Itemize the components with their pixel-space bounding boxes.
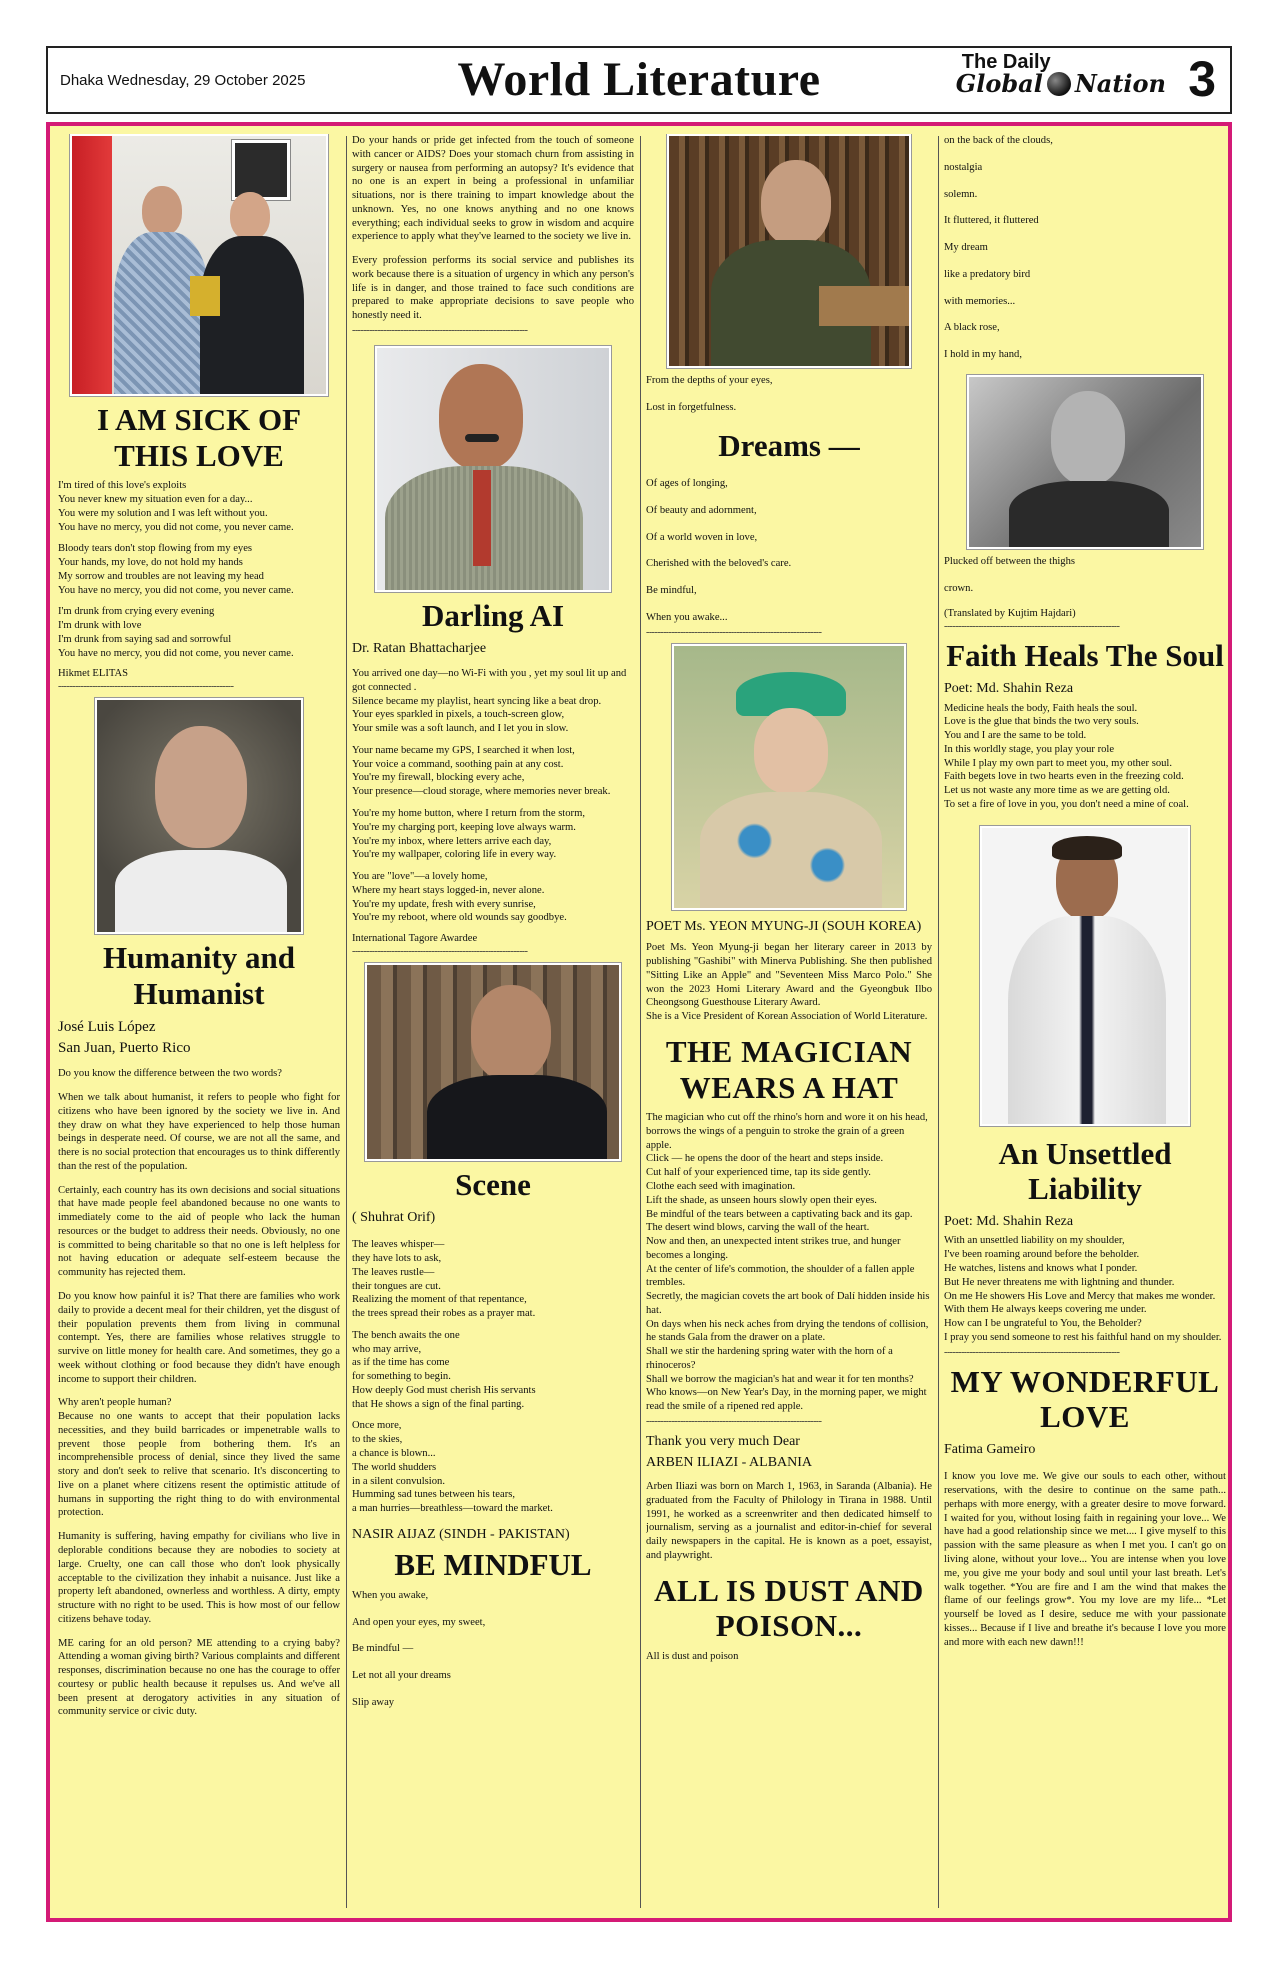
poem-line: nostalgia	[944, 161, 983, 173]
logo-right-text: Nation	[1074, 69, 1166, 98]
separator: --------------------------------------------------------------	[944, 1346, 1120, 1358]
poem-author: Poet: Md. Shahin Reza	[944, 681, 1074, 697]
essay-paragraph: Do you know the difference between the two words?	[58, 1068, 282, 1080]
poet-name: ARBEN ILIAZI - ALBANIA	[646, 1455, 813, 1471]
poem-author: Fatima Gameiro	[944, 1441, 1036, 1457]
poem-line: Lost in forgetfulness.	[646, 401, 737, 413]
poem-line: Plucked off between the thighs	[944, 555, 1076, 567]
column-divider	[640, 136, 641, 1908]
poem-author: Hikmet ELITAS	[58, 668, 129, 680]
poem-line: solemn.	[944, 188, 978, 200]
essay-paragraph: ME caring for an old person? ME attending to a crying baby? Attending a woman giving birth? Various complaints and different responses, discrimination because no one has the courage to offer courtesy or public health because it repulses us. And we've all been present at derogatory activities in any situation of community service or civic duty.	[58, 1637, 340, 1718]
photo-shuhrat-orif	[365, 963, 621, 1161]
poem-line: Cherished with the beloved's care.	[646, 558, 792, 570]
poem-line: with memories...	[944, 295, 1016, 307]
poem-line: Slip away	[352, 1697, 395, 1708]
poem-author: NASIR AIJAZ (SINDH - PAKISTAN)	[352, 1526, 570, 1542]
separator: --------------------------------------------------------------	[944, 621, 1120, 633]
column-3	[646, 134, 932, 1910]
essay-paragraph: Every profession performs its social service and publishes its work because there is a situation of urgency in which any person's life is in danger, and those trained to face such conditions are prepared to make appropriate decisions to save people who honestly need it.	[352, 255, 634, 322]
poem-stanza: Your name became my GPS, I searched it when lost, Your voice a command, soothing pain at any cost. You're my firewall, blocking every ache, Your presence—cloud storage, where memories never break.	[352, 744, 611, 798]
poem-lines	[944, 555, 1226, 596]
poem-line: From the depths of your eyes,	[646, 375, 773, 386]
separator: --------------------------------------------------------------	[352, 946, 528, 958]
essay-author: José Luis López	[58, 1018, 156, 1035]
poem-line: Of a world woven in love,	[646, 531, 758, 543]
poem-stanza: You're my home button, where I return from the storm, You're my charging port, keeping love always warm. You're my inbox, where letters arrive each day, You're my wallpaper, coloring life in every way.	[352, 807, 585, 861]
poem-line: When you awake,	[352, 1589, 429, 1601]
poem-line: When you awake...	[646, 612, 728, 623]
poem-line: And open your eyes, my sweet,	[352, 1616, 486, 1628]
poem-body: Medicine heals the body, Faith heals the soul. Love is the glue that binds the two very souls. You and I are the same to be told. In this worldly stage, you play your role While I play my own part to meet you, my other soul. Faith begets love in two hearts even in the freezing cold. Let us not waste any more time as we are getting old. To set a fire of love in you, you don't need a mine of coal.	[944, 702, 1189, 810]
poem-line: My dream	[944, 242, 988, 254]
poem-line: I hold in my hand,	[944, 349, 1022, 361]
poem-author: Poet: Md. Shahin Reza	[944, 1213, 1074, 1229]
poet-name: POET Ms. YEON MYUNG-JI (SOUH KOREA)	[646, 918, 922, 934]
poem-title-magician: THE MAGICIAN WEARS A HAT	[665, 1033, 913, 1105]
poem-line: on the back of the clouds,	[944, 135, 1053, 146]
poem-lines	[646, 477, 932, 625]
poem-body: The magician who cut off the rhino's horn and wore it on his head, borrows the wings of a penguin to stroke the grain of a green apple. Click — he opens the door of the heart and steps inside. Cut half of your experienced time, tap its side gently. Clothe each seed with imagination. Lift the shade, as unseen hours slowly open their eyes. Be mindful of the tears between a captivating back and its gap. The desert wind blows, carving the wall of the heart. Now and then, an unexpected intent strikes true, and hunger becomes a longing. At the center of life's commotion, the shoulder of a fallen apple trembles. Secretly, the magician covets the art book of Dalí hidden inside his hat. On days when his neck aches from drying the tendons of collision, he stands Gala from the drawer on a plate. Shall we stir the hardening spring water with the horn of a rhinoceros? Shall we borrow the magician's hat and wear it for ten months? Who knows—on New Year's Day, in the morning paper, we might read the smile of a ripened red apple.	[646, 1112, 930, 1413]
poem-body: With an unsettled liability on my shoulder, I've been roaming around before the beholder. He watches, listens and knows what I ponder. But He never threatens me with lightning and thunder. On me He showers His Love and Mercy that makes me wonder. With them He always keeps covering me under. How can I be ungrateful to You, the Beholder? I pray you send someone to rest his faithful hand on my shoulder.	[944, 1235, 1222, 1343]
essay-paragraph: Do you know how painful it is? That there are families who work daily to provide a decent meal for their children, yet the disgust of their population prevents them from living in communal contempt. Yes, there are families whose relatives struggle to survive on little money for health care. And sometimes, they go a week without clothing or food because they didn't have enough income to support their children.	[58, 1290, 340, 1385]
poem-title-dreams: Dreams —	[718, 427, 860, 463]
page-content	[46, 122, 1232, 1922]
photo-poet-bw	[967, 375, 1203, 549]
photo-book-presentation	[70, 134, 328, 396]
photo-jose-luis-lopez	[95, 698, 303, 934]
newspaper-logo[interactable]	[956, 52, 1166, 96]
poem-stanza: I'm tired of this love's exploits You never knew my situation even for a day... You were my solution and I was left without you. You have no mercy, you did not come, you never came.	[58, 480, 294, 533]
poem-body: I know you love me. We give our souls to each other, without reservations, with the desire to continue on the same path... perhaps with more energy, with a greater desire to move forward. I waited for you, without losing faith in regaining your love... We have had a good relationship since we met.... I give myself to this passion with the same pleasure as when I met you. I can't go on living alone, without your love... You are intense when you love me, you give me your body and soul until your last breath. Let's walk together. *You are fire and I am the wind that makes the flame of our feelings grow*. You my love are my life... *Let yourself be loved as I desire, seduce me with your passionate kisses... Because if I live and breathe it's because I love you more and more with each new dawn!!!	[944, 1471, 1226, 1648]
poet-bio: Arben Iliazi was born on March 1, 1963, in Saranda (Albania). He graduated from the Faculty of Philology in Tirana in 1988. Until 1991, he worked as a screenwriter and then dedicated himself to journalism, serving as a journalist and editor-in-chief for several daily newspapers in the capital. He is known as a poet, essayist, and playwright.	[646, 1480, 932, 1561]
poem-author: ( Shuhrat Orif)	[352, 1209, 436, 1225]
issue-date: Dhaka Wednesday, 29 October 2025	[60, 72, 306, 89]
poem-line: Be mindful —	[352, 1643, 414, 1655]
essay-location: San Juan, Puerto Rico	[58, 1039, 191, 1056]
poem-stanza: Bloody tears don't stop flowing from my eyes Your hands, my love, do not hold my hands My sorrow and troubles are not leaving my head You have no mercy, you did not come, you never came.	[58, 543, 294, 596]
essay-title-humanity: Humanity and Humanist	[102, 940, 296, 1012]
poem-line: like a predatory bird	[944, 268, 1031, 280]
poem-line: Let not all your dreams	[352, 1670, 451, 1682]
poem-title-sick-of-love: I AM SICK OF THIS LOVE	[96, 402, 302, 473]
separator: --------------------------------------------------------------	[352, 324, 528, 336]
photo-shahin-reza	[980, 826, 1190, 1126]
poem-title-faith-heals: Faith Heals The Soul	[946, 638, 1224, 674]
column-1	[58, 134, 340, 1910]
translator-credit: (Translated by Kujtim Hajdari)	[944, 608, 1076, 620]
poem-stanza: The leaves whisper— they have lots to ask, The leaves rustle— their tongues are cut. Realizing the moment of that repentance, the trees spread their robes as a prayer mat.	[352, 1239, 536, 1320]
separator: --------------------------------------------------------------	[58, 681, 234, 693]
photo-yeon-myung-ji	[672, 644, 906, 910]
poem-line: It fluttered, it fluttered	[944, 215, 1039, 227]
logo-bottom	[955, 69, 1166, 98]
logo-top-text: The Daily	[961, 51, 1051, 73]
column-2	[352, 134, 634, 1910]
poem-line: All is dust and poison	[646, 1650, 739, 1662]
page-number: 3	[1188, 51, 1216, 107]
essay-paragraph: Certainly, each country has its own decisions and social situations that have made people feel abandoned because no one wants to immediately come to the aid of people who lack the human resources or the budget to address their needs. Obviously, no one is committed to being charitable so that no one is left helpless for not having education or adequate self-esteem because the community has rejected them.	[58, 1184, 340, 1279]
poem-author: Dr. Ratan Bhattacharjee	[352, 640, 487, 656]
essay-paragraph: Do your hands or pride get infected from the touch of someone with cancer or AIDS? Does your stomach churn from assisting in surgery or nausea from performing an autopsy? It's evidence that no one is an expert in being a professional in unfamiliar situations, nor is there training to impart knowledge about the unknown. Yes, no one knows anything and no one knows everything; each individual seeks to grow in wisdom and acquire experience to apply what they've learned to the society we live in.	[352, 135, 634, 243]
poem-stanza: The bench awaits the one who may arrive, as if the time has come for something to begin. How deeply God must cherish His servants that He shows a sign of the final parting.	[352, 1329, 536, 1410]
essay-paragraph: Humanity is suffering, having empathy for civilians who live in deplorable conditions because they are nobodies to society at large. Cruelty, one can call those who don't look physically acceptable to the civilization they inhabit a nuisance. Just like a property left abandoned, ownerless and worthless. A dirty, empty structure with no right to be used. This is how most of our fellow citizens behave today.	[58, 1531, 340, 1625]
section-title: World Literature	[457, 53, 821, 106]
poem-line: Of beauty and adornment,	[646, 504, 757, 516]
poem-lines	[646, 374, 932, 415]
thanks-line: Thank you very much Dear	[646, 1433, 800, 1449]
essay-paragraph: Why aren't people human? Because no one wants to accept that their population lacks necessities, and they build barricades or impenetrable walls to prevent those people from bothering them. It's an incomprehensible process of denial, since they lived the same story and don't seek to relive that scenario. It's disconcerting to live on a planet where citizens resent the optimistic attitude of humans in supporting the right thing to do with environmental protection.	[58, 1397, 340, 1519]
poem-title-be-mindful: BE MINDFUL	[394, 1547, 592, 1583]
poem-stanza: You are "love"—a lovely home, Where my heart stays logged-in, never alone. You're my update, fresh with every sunrise, You're my reboot, where old wounds say goodbye.	[352, 871, 567, 924]
photo-arben-iliazi	[667, 134, 911, 368]
column-divider	[346, 136, 347, 1908]
poem-title-darling-ai: Darling AI	[421, 597, 565, 633]
poem-line: Be mindful,	[646, 585, 697, 597]
poem-lines	[352, 1589, 634, 1710]
separator: --------------------------------------------------------------	[646, 1415, 822, 1427]
poem-title-scene: Scene	[455, 1167, 531, 1203]
poem-line: A black rose,	[944, 322, 1000, 334]
logo-left-text: Global	[955, 69, 1043, 98]
poem-title-wonderful-love: MY WONDERFUL LOVE	[950, 1363, 1220, 1435]
poem-line: Of ages of longing,	[646, 478, 728, 490]
essay-paragraph: When we talk about humanist, it refers to people who fight for citizens who have been ignored by the society we live in. And they draw on what they have experienced to help those human beings in desperate need. Of course, we are not all the same, and there is no social protection that encourages us to think differently than the rest of the population.	[58, 1092, 340, 1172]
column-divider	[938, 136, 939, 1908]
poem-title-unsettled-liability: An Unsettled Liability	[998, 1135, 1172, 1207]
photo-ratan-bhattacharjee	[375, 346, 611, 592]
poem-lines	[944, 134, 1226, 362]
poem-stanza: You arrived one day—no Wi-Fi with you , yet my soul lit up and got connected . Silence became my playlist, heart syncing like a beat drop. Your eyes sparkled in pixels, a touch-screen glow, Your smile was a soft launch, and I let you in slow.	[352, 668, 627, 735]
poem-stanza: Once more, to the skies, a chance is blown... The world shudders in a silent convulsion. Humming sad tunes between his tears, a man hurries—breathless—toward the market.	[352, 1420, 553, 1515]
author-award: International Tagore Awardee	[352, 933, 478, 945]
globe-icon	[1047, 72, 1071, 96]
separator: --------------------------------------------------------------	[646, 626, 822, 638]
column-4	[944, 134, 1226, 1910]
poem-line: crown.	[944, 582, 974, 594]
poem-stanza: I'm drunk from crying every evening I'm drunk with love I'm drunk from saying sad and sorrowful You have no mercy, you did not come, you never came.	[58, 606, 294, 659]
poet-bio: Poet Ms. Yeon Myung-ji began her literary career in 2013 by publishing "Gashibi" with Minerva Publishing. She then published "Sitting Like an Apple" and "Seventeen Miss Marco Polo." She won the 2023 Homi Literary Award and the Gyeongbuk Ilbo Cheongsong Guesthouse Literary Award. She is a Vice President of Korean Association of World Literature.	[646, 942, 932, 1023]
masthead	[46, 46, 1232, 114]
poem-title-all-is-dust: ALL IS DUST AND POISON...	[654, 1572, 924, 1644]
